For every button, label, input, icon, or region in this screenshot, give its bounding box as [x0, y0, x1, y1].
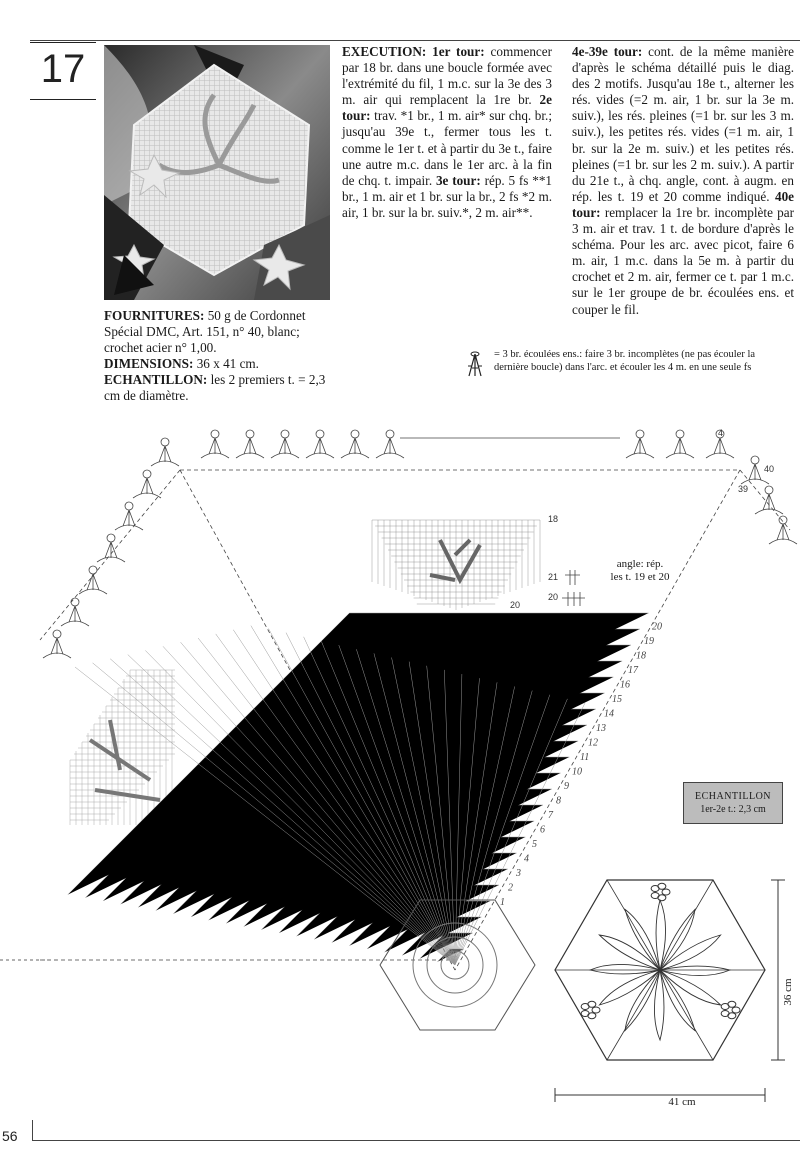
chart-row-label: 21	[548, 572, 559, 582]
row-number-label: 10	[572, 766, 582, 778]
pattern-number: 17	[40, 47, 86, 91]
sample-text: 1er-2e t.: 2,3 cm	[700, 804, 766, 815]
round-40-label: 40e tour:	[572, 188, 795, 220]
echantillon-label: ECHANTILLON:	[104, 372, 208, 387]
chart-row-label: 20	[510, 600, 521, 610]
row-number-label: 14	[604, 708, 614, 720]
page-number: 56	[2, 1128, 18, 1144]
row-number-label: 12	[588, 737, 598, 749]
row-number-label: 11	[580, 752, 590, 763]
row-number-label: 3	[516, 868, 521, 879]
row-number-label: 4	[524, 853, 529, 865]
row-number-label: 17	[628, 665, 638, 676]
round-4-39-label: 4e-39e tour:	[572, 44, 643, 59]
execution-round-1: commencer par 18 br. dans une boucle formée avec l'extrémité du fil, 1 m.c. sur la 3e des 3 m. air qui remplacent la 1re br.	[342, 44, 553, 108]
execution-column-2	[572, 44, 794, 318]
execution-round-4-39: cont. de la même manière d'après le schéma détaillé puis le diag. des 2 motifs. Jusqu'au 18e t., alterner les rés. vides (=2 m. air, 1 br. sur la 3e m. suiv.), les rés. pleines (=1 br. sur les 3 m. suiv.), les petites rés. vides (=1 m. air, 1 br. sur la 2e m. suiv.) et les petites rés. pleines (=1 br. sur les 2 m. suiv.). A partir du 21e t., à chq. angle, cont. à augm. en rép. les t. 19 et 20 comme indiqué.	[572, 44, 795, 204]
crochet-diagram	[0, 380, 800, 1140]
cluster-stitch-icon	[466, 350, 484, 380]
pattern-number-box	[30, 42, 96, 100]
execution-round-2: trav. *1 br., 1 m. air* sur chq. br.; jusqu'au 39e t., fermer tous les t. comme le 1er t. et à partir du 3e t., faire une autre m.c. dans le 1er arc. à la fin de chq. t. impair.	[342, 108, 553, 188]
sample-title: ECHANTILLON	[694, 791, 772, 802]
fournitures-label: FOURNITURES:	[104, 308, 205, 323]
row-number-label: 15	[612, 694, 622, 705]
echantillon-text: les 2 premiers t. = 2,3 cm de diamètre.	[104, 372, 326, 403]
execution-round-3: rép. 5 fs **1 br., 1 m. air et 1 br. sur la br., 2 fs *2 m. air, 1 br. sur la br. suiv.*, 2 m. air**.	[342, 172, 553, 220]
row-number-label: 18	[636, 650, 646, 662]
row-number-label: 13	[596, 723, 606, 734]
row-number-label: 16	[620, 679, 630, 691]
row-number-label: 6	[540, 824, 545, 836]
doily-photo	[104, 45, 330, 300]
dimension-width: 41 cm	[668, 1096, 696, 1108]
left-rule	[32, 1120, 33, 1140]
row-number-label: 9	[564, 781, 569, 792]
top-rule	[30, 40, 800, 41]
chart-row-label: 18	[548, 514, 559, 524]
dimensions-text: 36 x 41 cm.	[196, 356, 259, 371]
row-number-label: 7	[548, 810, 553, 821]
border-row-label: 39	[738, 484, 749, 494]
row-number-label: 1	[500, 897, 505, 908]
row-number-label: 8	[556, 795, 561, 807]
border-row-label: 40	[764, 464, 775, 474]
fournitures-text: 50 g de Cordonnet Spécial DMC, Art. 151, n° 40, blanc; crochet acier n° 1,00.	[104, 308, 306, 355]
angle-note: angle: rép. les t. 19 et 20	[610, 558, 670, 583]
execution-column-1	[342, 44, 552, 221]
round-3-label: 3e tour:	[435, 172, 481, 188]
dimensions-label: DIMENSIONS:	[104, 356, 194, 371]
row-number-label: 2	[508, 882, 513, 894]
execution-round-40: remplacer la 1re br. incomplète par 3 m. air et trav. 1 t. de bordure d'après le schéma. Pour les arc. avec picot, faire 6 m. air, 1 m.c. dans la 5e m. à partir du crochet et 2 m. air, fermer ce t. par 1 m.c. sur le 1er groupe de br. écoulées ens. et couper le fil.	[572, 204, 794, 317]
row-number-label: 5	[532, 839, 537, 850]
bottom-rule	[32, 1140, 800, 1141]
row-number-label: 20	[652, 621, 662, 633]
dimension-height: 36 cm	[782, 978, 794, 1006]
row-number-label: 19	[644, 636, 654, 647]
border-row-label: 4	[718, 428, 724, 438]
chart-row-label: 20	[548, 592, 559, 602]
execution-label: EXECUTION: 1er tour:	[342, 44, 485, 59]
legend-text: = 3 br. écoulées ens.: faire 3 br. incomplètes (ne pas écouler la dernière boucle) dans l'arc. et écouler les 4 m. en une seule fs	[494, 349, 756, 373]
sample-box	[683, 782, 783, 824]
round-2-label: 2e tour:	[342, 92, 552, 124]
